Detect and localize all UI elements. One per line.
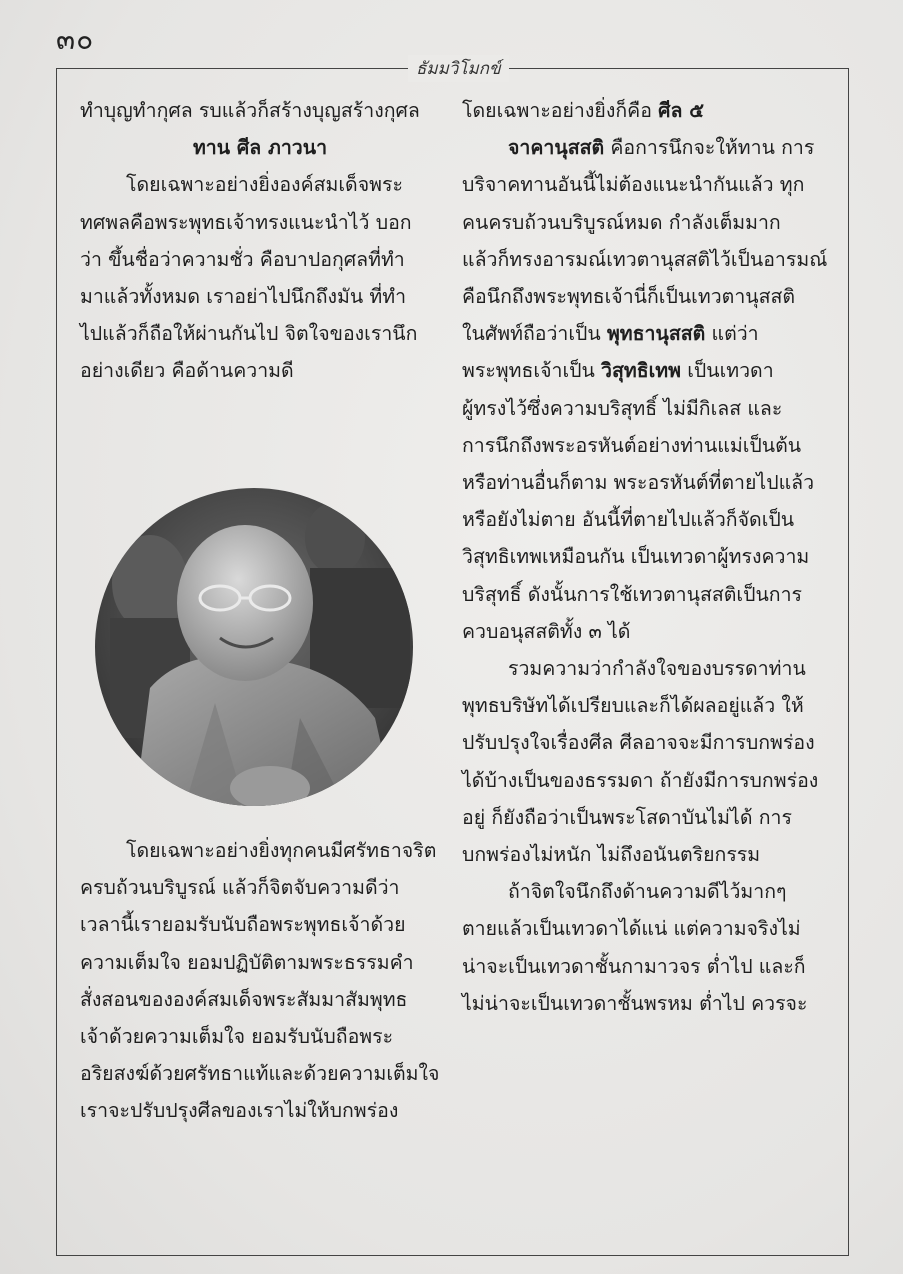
text-line: หรือท่านอื่นก็ตาม พระอรหันต์ที่ตายไปแล้ว (462, 471, 815, 495)
text-line: สั่งสอนขององค์สมเด็จพระสัมมาสัมพุทธ (80, 987, 408, 1011)
text-line: ถ้าจิตใจนึกถึงด้านความดีไว้มากๆ (508, 880, 787, 904)
text-span: พระพุทธเจ้าเป็น (462, 359, 602, 383)
text-line: ทำบุญทำกุศล รบแล้วก็สร้างบุญสร้างกุศล (80, 99, 420, 122)
text-line: บริสุทธิ์ ดังนั้นการใช้เทวตานุสสติเป็นการ (462, 582, 803, 606)
text-span: โดยเฉพาะอย่างยิ่งก็คือ (462, 99, 659, 122)
text-line: บริจาคทานอันนี้ไม่ต้องแนะนำกันแล้ว ทุก (462, 173, 805, 197)
text-span: แต่ว่า (705, 322, 759, 346)
text-line: มาแล้วทั้งหมด เราอย่าไปนึกถึงมัน ที่ทำ (80, 285, 407, 309)
text-line: ว่า ขึ้นชื่อว่าความชั่ว คือบาปอกุศลที่ทำ (80, 247, 405, 271)
text-line: พุทธบริษัทได้เปรียบและก็ได้ผลอยู่แล้ว ให้ (462, 694, 804, 718)
text-line (462, 352, 832, 389)
text-line: เราจะปรับปรุงศีลของเราไม่ให้บกพร่อง (80, 1099, 399, 1123)
text-line: เจ้าด้วยความเต็มใจ ยอมรับนับถือพระ (80, 1025, 394, 1049)
left-column (80, 92, 440, 390)
text-line: เวลานี้เรายอมรับนับถือพระพุทธเจ้าด้วย (80, 913, 406, 937)
text-line: ควบอนุสสติทั้ง ๓ ได้ (462, 619, 631, 643)
text-line: ปรับปรุงใจเรื่องศีล ศีลอาจจะมีการบกพร่อง (462, 731, 815, 755)
text-span: ในศัพท์ถือว่าเป็น (462, 322, 607, 346)
bold-term: วิสุทธิเทพ (601, 359, 682, 383)
bold-term: ศีล ๕ (658, 99, 704, 122)
text-line: หรือยังไม่ตาย อันนี้ที่ตายไปแล้วก็จัดเป็น (462, 508, 795, 532)
text-line: อย่างเดียว คือด้านความดี (80, 359, 294, 383)
bold-term: พุทธานุสสติ (606, 322, 706, 346)
left-column-bottom (80, 832, 440, 1130)
text-line: โดยเฉพาะอย่างยิ่งทุกคนมีศรัทธาจริต (126, 839, 437, 862)
text-line: ผู้ทรงไว้ซึ่งความบริสุทธิ์ ไม่มีกิเลส และ (462, 396, 783, 420)
text-line: ความเต็มใจ ยอมปฏิบัติตามพระธรรมคำ (80, 950, 414, 974)
text-line: โดยเฉพาะอย่างยิ่งองค์สมเด็จพระ (126, 173, 403, 197)
text-line: รวมความว่ากำลังใจของบรรดาท่าน (508, 657, 806, 681)
text-line: คนครบถ้วนบริบูรณ์หมด กำลังเต็มมาก (462, 210, 781, 234)
text-span: เป็นเทวดา (681, 359, 774, 383)
text-line: อริยสงฆ์ด้วยศรัทธาแท้และด้วยความเต็มใจ (80, 1062, 440, 1086)
text-line (462, 92, 832, 129)
text-line: ได้บ้างเป็นของธรรมดา ถ้ายังมีการบกพร่อง (462, 768, 819, 792)
section-heading (80, 129, 440, 166)
page-number: ๓๐ (56, 23, 95, 56)
monk-photo (95, 488, 413, 806)
text-line: วิสุทธิเทพเหมือนกัน เป็นเทวดาผู้ทรงความ (462, 545, 810, 569)
text-line: อยู่ ก็ยังถือว่าเป็นพระโสดาบันไม่ได้ การ (462, 805, 792, 829)
text-line: ตายแล้วเป็นเทวดาได้แน่ แต่ความจริงไม่ (462, 917, 801, 941)
text-line: น่าจะเป็นเทวดาชั้นกามาวจร ต่ำไป และก็ (462, 954, 806, 978)
text-line: ทศพลคือพระพุทธเจ้าทรงแนะนำไว้ บอก (80, 210, 412, 234)
text-span: คือการนึกจะให้ทาน การ (604, 136, 815, 160)
text-line: ไม่น่าจะเป็นเทวดาชั้นพรหม ต่ำไป ควรจะ (462, 991, 808, 1015)
text-line: ครบถ้วนบริบูรณ์ แล้วก็จิตจับความดีว่า (80, 876, 400, 900)
text-line (462, 129, 832, 166)
bold-term: จาคานุสสติ (508, 136, 605, 160)
running-head: ธัมมวิโมกข์ (408, 55, 509, 82)
heading-text: ทาน ศีล ภาวนา (192, 136, 328, 160)
text-line: แล้วก็ทรงอารมณ์เทวตานุสสติไว้เป็นอารมณ์ (462, 247, 828, 271)
text-line: บกพร่องไม่หนัก ไม่ถึงอนันตริยกรรม (462, 843, 761, 867)
right-column (462, 92, 832, 1022)
text-line: การนึกถึงพระอรหันต์อย่างท่านแม่เป็นต้น (462, 433, 802, 457)
text-line: คือนึกถึงพระพุทธเจ้านี่ก็เป็นเทวตานุสสติ (462, 285, 796, 309)
text-line: ไปแล้วก็ถือให้ผ่านกันไป จิตใจของเรานึก (80, 322, 418, 346)
text-line (462, 315, 832, 352)
